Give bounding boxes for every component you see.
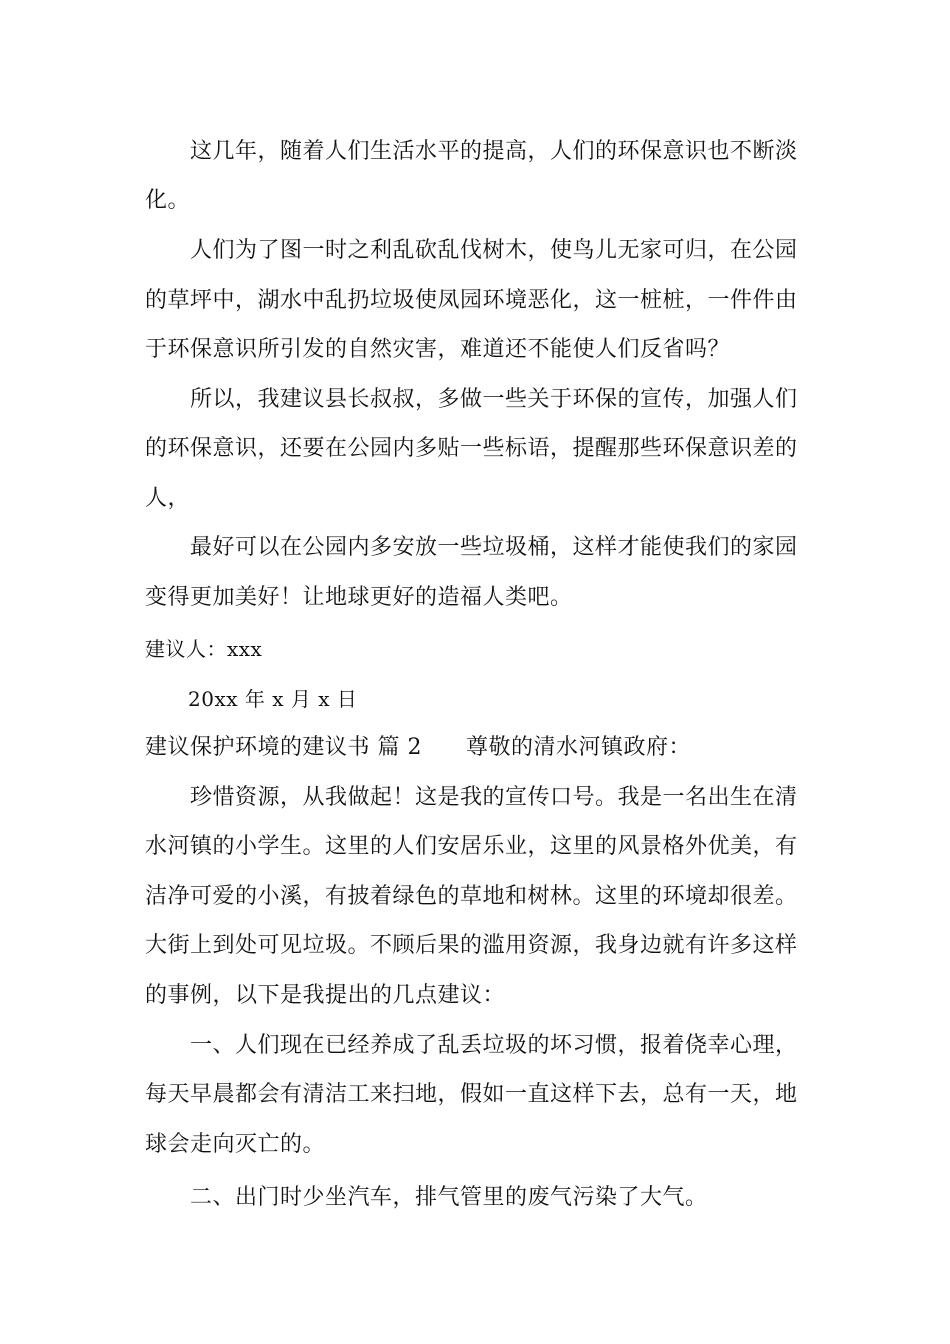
paragraph-line: 一、人们现在已经养成了乱丢垃圾的坏习惯，报着侥幸心理， xyxy=(190,1033,798,1058)
signature-line: 建议人：xxx xyxy=(145,637,263,661)
paragraph-line: 人， xyxy=(145,486,191,511)
paragraph-line: 所以，我建议县长叔叔，多做一些关于环保的宣传，加强人们 xyxy=(190,387,798,412)
paragraph-line: 水河镇的小学生。这里的人们安居乐业，这里的风景格外优美，有 xyxy=(145,834,798,859)
section-heading: 建议保护环境的建议书 篇 2 xyxy=(145,735,422,760)
paragraph-line: 珍惜资源，从我做起！这是我的宣传口号。我是一名出生在清 xyxy=(190,785,798,810)
paragraph-line: 这几年，随着人们生活水平的提高，人们的环保意识也不断淡 xyxy=(190,139,798,164)
section-heading-line xyxy=(145,733,810,763)
salutation: 尊敬的清水河镇政府： xyxy=(465,735,691,760)
paragraph-line: 化。 xyxy=(145,188,191,213)
paragraph-line: 球会走向灭亡的。 xyxy=(145,1132,326,1157)
paragraph-line: 的环保意识，还要在公园内多贴一些标语，提醒那些环保意识差的 xyxy=(145,436,798,461)
paragraph-line: 二、出门时少坐汽车，排气管里的废气污染了大气。 xyxy=(190,1185,708,1210)
paragraph-line: 每天早晨都会有清洁工来扫地，假如一直这样下去，总有一天，地 xyxy=(145,1082,798,1107)
paragraph-line: 的事例，以下是我提出的几点建议： xyxy=(145,983,506,1008)
paragraph-line: 的草坪中，湖水中乱扔垃圾使凤园环境恶化，这一桩桩，一件件由 xyxy=(145,288,798,313)
paragraph-line: 大街上到处可见垃圾。不顾后果的滥用资源，我身边就有许多这样 xyxy=(145,933,798,958)
date-line: 20xx 年 x 月 x 日 xyxy=(188,687,358,711)
paragraph-line: 最好可以在公园内多安放一些垃圾桶，这样才能使我们的家园 xyxy=(190,535,798,560)
paragraph-line: 人们为了图一时之利乱砍乱伐树木，使鸟儿无家可归，在公园 xyxy=(190,238,798,263)
paragraph-line: 变得更加美好！让地球更好的造福人类吧。 xyxy=(145,585,573,610)
paragraph-line: 于环保意识所引发的自然灾害，难道还不能使人们反省吗？ xyxy=(145,337,731,362)
paragraph-line: 洁净可爱的小溪，有披着绿色的草地和树林。这里的环境却很差。 xyxy=(145,884,798,909)
